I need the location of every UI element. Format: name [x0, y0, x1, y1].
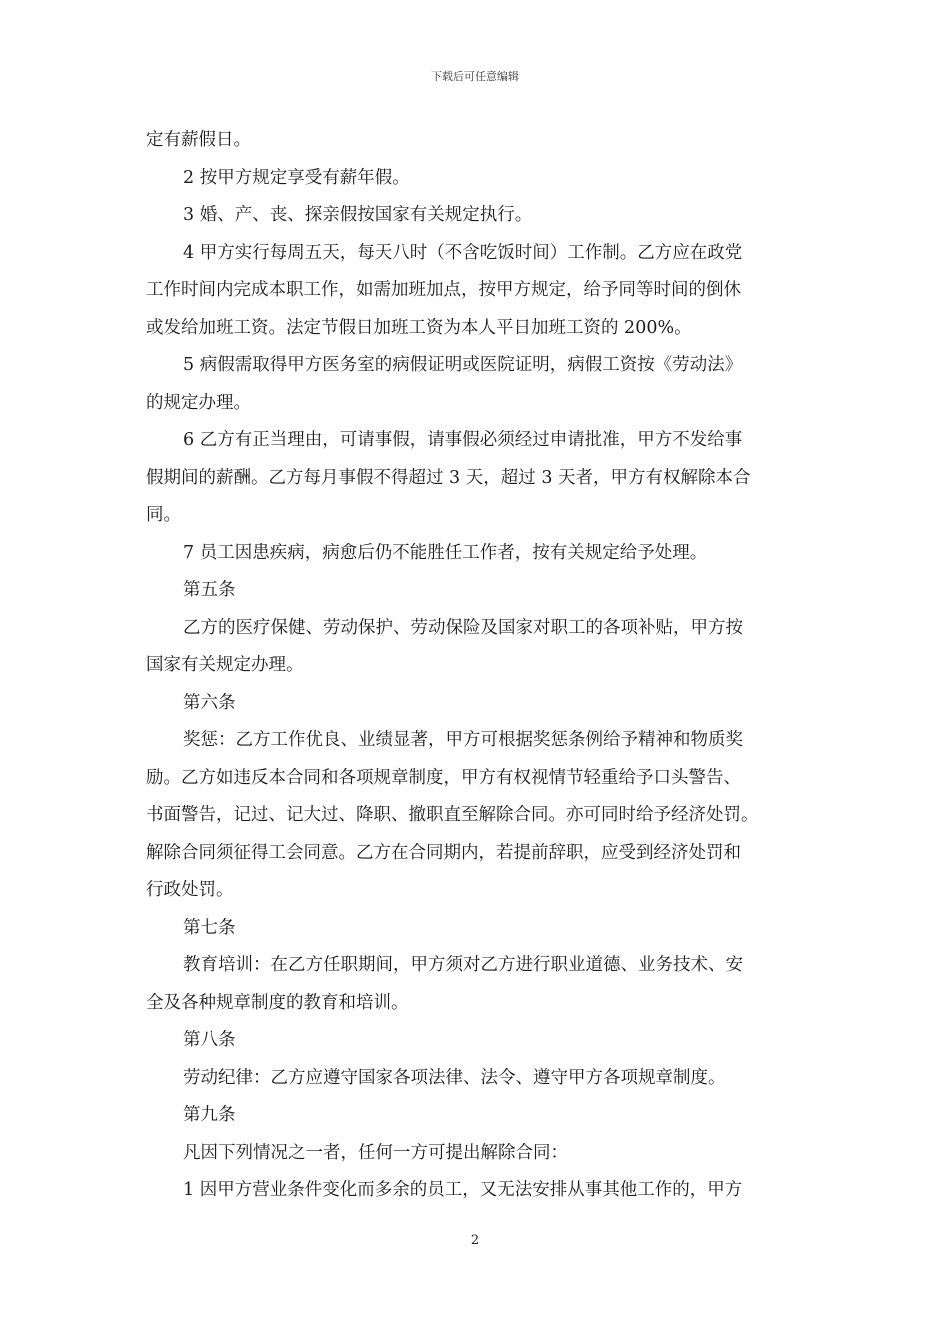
- text-line: 解除合同须征得工会同意。乙方在合同期内，若提前辞职，应受到经济处罚和: [146, 842, 741, 863]
- text-line: 假期间的薪酬。乙方每月事假不得超过 3 天，超过 3 天者，甲方有权解除本合: [146, 467, 751, 488]
- text-line: 行政处罚。: [146, 880, 234, 900]
- text-line: 3 婚、产、丧、探亲假按国家有关规定执行。: [183, 205, 533, 225]
- text-line: 国家有关规定办理。: [146, 655, 304, 675]
- text-line: 凡因下列情况之一者，任何一方可提出解除合同：: [183, 1142, 568, 1163]
- text-line: 5 病假需取得甲方医务室的病假证明或医院证明，病假工资按《劳动法》: [183, 355, 743, 375]
- text-line: 书面警告，记过、记大过、降职、撤职直至解除合同。亦可同时给予经济处罚。: [146, 805, 759, 825]
- document-body: [146, 122, 812, 1210]
- text-line: 7 员工因患疾病，病愈后仍不能胜任工作者，按有关规定给予处理。: [183, 542, 708, 563]
- text-line: 1 因甲方营业条件变化而多余的员工，又无法安排从事其他工作的，甲方: [183, 1180, 743, 1200]
- text-line: 或发给加班工资。法定节假日加班工资为本人平日加班工资的 200%。: [146, 317, 692, 338]
- text-line: 第八条: [183, 1030, 236, 1050]
- text-line: 劳动纪律：乙方应遵守国家各项法律、法令、遵守甲方各项规章制度。: [183, 1067, 726, 1088]
- text-line: 4 甲方实行每周五天，每天八时（不含吃饭时间）工作制。乙方应在政党: [183, 242, 743, 263]
- text-line: 2 按甲方规定享受有薪年假。: [183, 167, 410, 188]
- text-line: 6 乙方有正当理由，可请事假，请事假必须经过申请批准，甲方不发给事: [183, 430, 743, 450]
- text-line: 定有薪假日。: [146, 130, 251, 150]
- text-line: 奖惩：乙方工作优良、业绩显著，甲方可根据奖惩条例给予精神和物质奖: [183, 730, 743, 750]
- page-header: 下载后可任意编辑: [431, 70, 519, 83]
- text-line: 乙方的医疗保健、劳动保护、劳动保险及国家对职工的各项补贴，甲方按: [183, 617, 743, 638]
- text-line: 的规定办理。: [146, 392, 251, 413]
- text-line: 励。乙方如违反本合同和各项规章制度，甲方有权视情节轻重给予口头警告、: [146, 767, 741, 788]
- text-line: 全及各种规章制度的教育和培训。: [146, 992, 409, 1013]
- text-line: 第六条: [183, 692, 236, 713]
- text-line: 第九条: [183, 1105, 236, 1125]
- text-line: 教育培训：在乙方任职期间，甲方须对乙方进行职业道德、业务技术、安: [183, 955, 743, 975]
- text-line: 同。: [146, 505, 181, 525]
- text-line: 工作时间内完成本职工作，如需加班加点，按甲方规定，给予同等时间的倒休: [146, 280, 741, 300]
- text-line: 第七条: [183, 917, 236, 938]
- page-number: 2: [470, 1233, 480, 1248]
- text-line: 第五条: [183, 580, 236, 600]
